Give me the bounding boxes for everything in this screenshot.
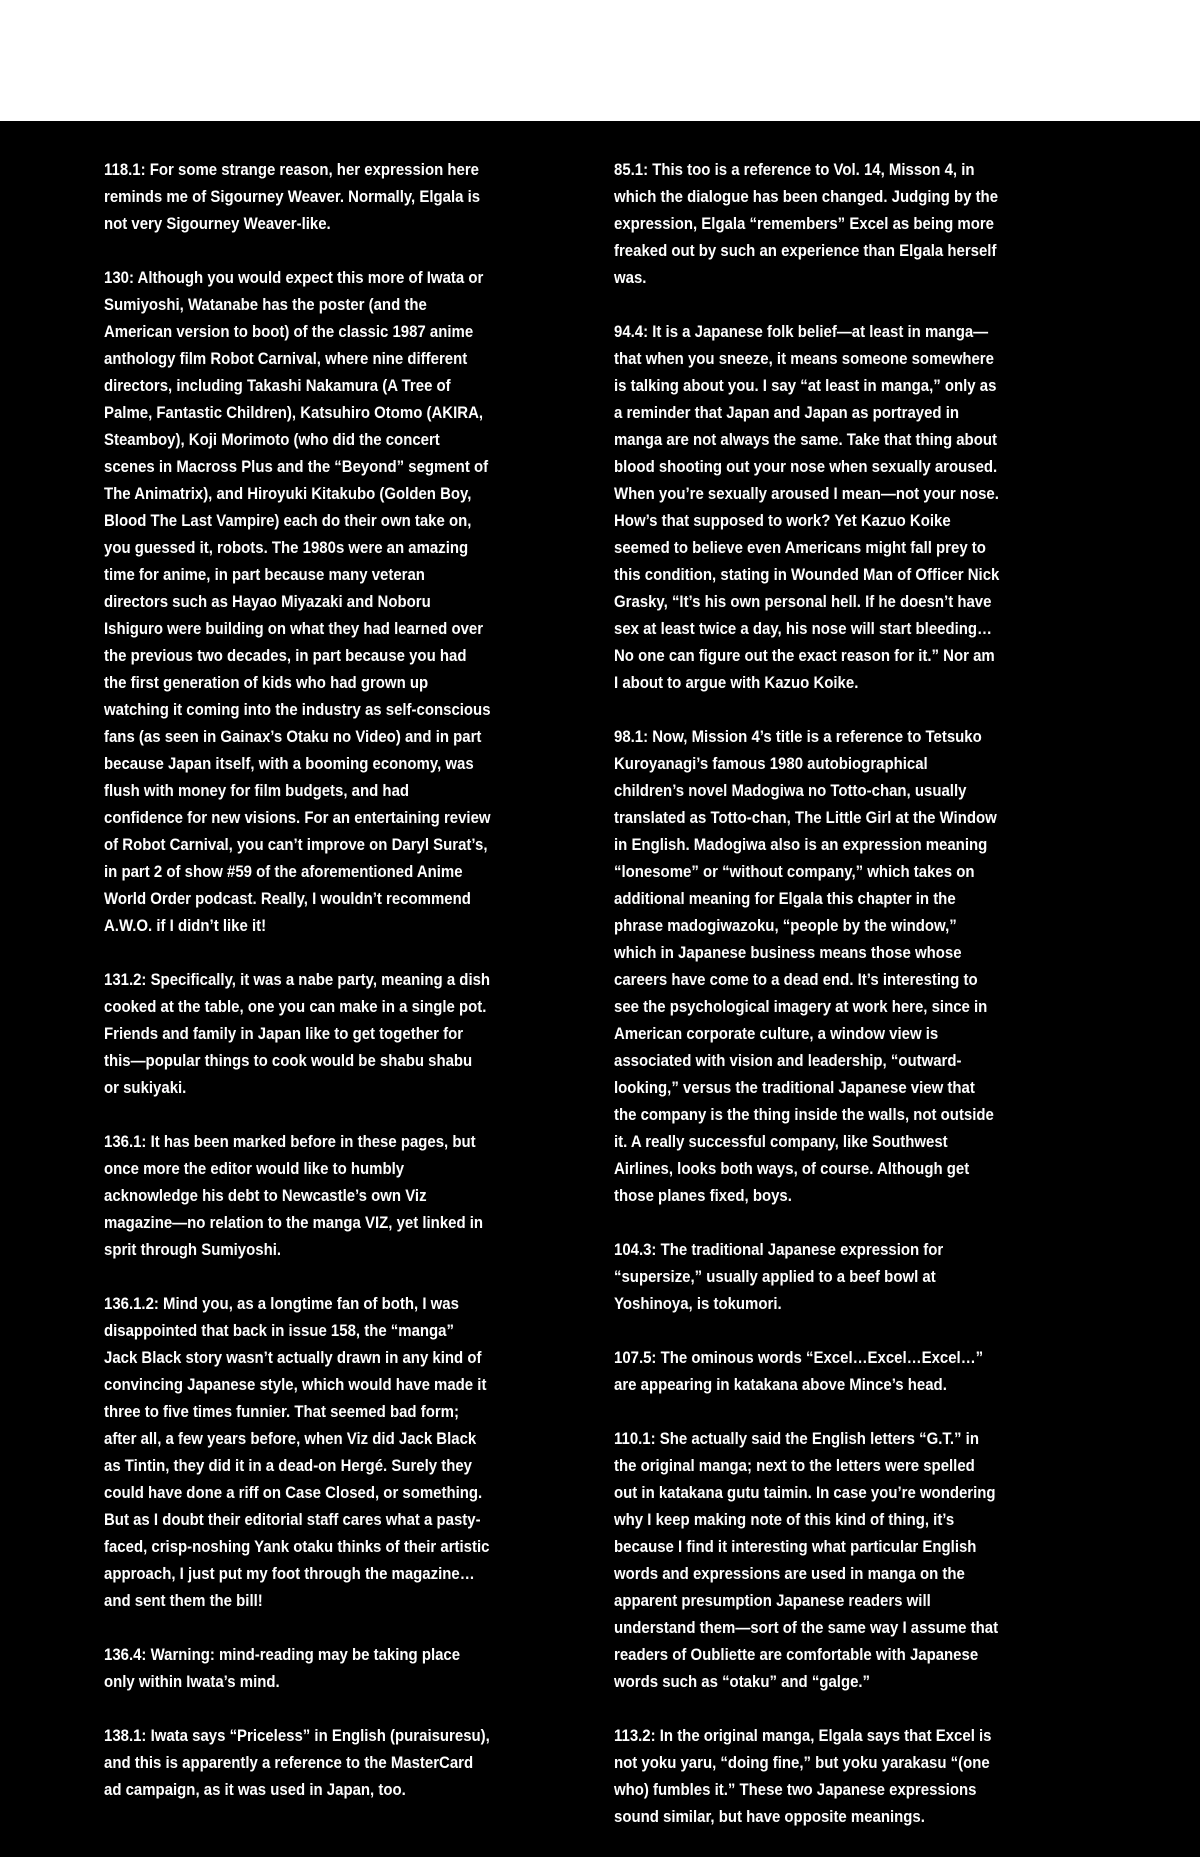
note-104-3: 104.3: The traditional Japanese expression for “supersize,” usually applied to a beef bowl at Yoshinoya, is tokumori. <box>614 1240 944 1313</box>
note-136-4: 136.4: Warning: mind-reading may be taking place only within Iwata’s mind. <box>104 1645 461 1691</box>
note-107-5: 107.5: The ominous words “Excel…Excel…Excel…” are appearing in katakana above Mince’s head. <box>614 1348 984 1394</box>
note-131-2: 131.2: Specifically, it was a nabe party, meaning a dish cooked at the table, one you can make in a single pot. Friends and family in Japan like to get together for this—popular things to cook would be shabu shabu or sukiyaki. <box>104 970 491 1097</box>
note-113-2: 113.2: In the original manga, Elgala says that Excel is not yoku yaru, “doing fine,” but yoku yarakasu “(one who) fumbles it.” These two Japanese expressions sound similar, but have opposite meanings. <box>614 1726 992 1826</box>
note-110-1: 110.1: She actually said the English letters “G.T.” in the original manga; next to the letters were spelled out in katakana gutu taimin. In case you’re wondering why I keep making note of this kind of thing, it’s because I find it interesting what particular English words and expressions are used in manga on the apparent presumption Japanese readers will understand them—sort of the same way I assume that readers of Oubliette are comfortable with Japanese words such as “otaku” and “galge.” <box>614 1429 999 1691</box>
note-130: 130: Although you would expect this more of Iwata or Sumiyoshi, Watanabe has the poster (and the American version to boot) of the classic 1987 anime anthology film Robot Carnival, where nine different directors, including Takashi Nakamura (A Tree of Palme, Fantastic Children), Katsuhiro Otomo (AKIRA, Steamboy), Koji Morimoto (who did the concert scenes in Macross Plus and the “Beyond” segment of The Animatrix), and Hiroyuki Kitakubo (Golden Boy, Blood The Last Vampire) each do their own take on, you guessed it, robots. The 1980s were an amazing time for anime, in part because many veteran directors such as Hayao Miyazaki and Noboru Ishiguro were building on what they had learned over the previous two decades, in part because you had the first generation of kids who had grown up watching it coming into the industry as self-conscious fans (as seen in Gainax’s Otaku no Video) and in part because Japan itself, with a booming economy, was flush with money for film budgets, and had confidence for new visions. For an entertaining review of Robot Carnival, you can’t improve on Daryl Surat’s, in part 2 of show #59 of the aforementioned Anime World Order podcast. Really, I wouldn’t recommend A.W.O. if I didn’t like it! <box>104 268 491 935</box>
note-98-1: 98.1: Now, Mission 4’s title is a reference to Tetsuko Kuroyanagi’s famous 1980 autobiographical children’s novel Madogiwa no Totto-chan, usually translated as Totto-chan, The Little Girl at the Window in English. Madogiwa also is an expression meaning “lonesome” or “without company,” which takes on additional meaning for Elgala this chapter in the phrase madogiwazoku, “people by the window,” which in Japanese business means those whose careers have come to a dead end. It’s interesting to see the psychological imagery at work here, since in American corporate culture, a window view is associated with vision and leadership, “outward-looking,” versus the traditional Japanese view that the company is the thing inside the walls, not outside it. A really successful company, like Southwest Airlines, looks both ways, of course. Although get those planes fixed, boys. <box>614 727 997 1205</box>
note-136-1-2: 136.1.2: Mind you, as a longtime fan of both, I was disappointed that back in issue 158, the “manga” Jack Black story wasn’t actually drawn in any kind of convincing Japanese style, which would have made it three to five times funnier. That seemed bad form; after all, a few years before, when Viz did Jack Black as Tintin, they did it in a dead-on Hergé. Surely they could have done a riff on Case Closed, or something. But as I doubt their editorial staff cares what a pasty-faced, crisp-noshing Yank otaku thinks of their artistic approach, I just put my foot through the magazine… and sent them the bill! <box>104 1294 490 1610</box>
note-94-4: 94.4: It is a Japanese folk belief—at least in manga—that when you sneeze, it means someone somewhere is talking about you. I say “at least in manga,” only as a reminder that Japan and Japan as portrayed in manga are not always the same. Take that thing about blood shooting out your nose when sexually aroused. When you’re sexually aroused I mean—not your nose. How’s that supposed to work? Yet Kazuo Koike seemed to believe even Americans might fall prey to this condition, stating in Wounded Man of Officer Nick Grasky, “It’s his own personal hell. If he doesn’t have sex at least twice a day, his nose will start bleeding…No one can figure out the exact reason for it.” Nor am I about to argue with Kazuo Koike. <box>614 322 1000 692</box>
top-white-margin <box>0 0 1200 121</box>
notes-column-right <box>614 156 1001 1857</box>
note-118-1: 118.1: For some strange reason, her expression here reminds me of Sigourney Weaver. Normally, Elgala is not very Sigourney Weaver-like. <box>104 160 481 233</box>
note-85-1: 85.1: This too is a reference to Vol. 14, Misson 4, in which the dialogue has been changed. Judging by the expression, Elgala “remembers” Excel as being more freaked out by such an experience than Elgala herself was. <box>614 160 999 287</box>
notes-column-left <box>104 156 491 1830</box>
note-136-1: 136.1: It has been marked before in these pages, but once more the editor would like to humbly acknowledge his debt to Newcastle’s own Viz magazine—no relation to the manga VIZ, yet linked in sprit through Sumiyoshi. <box>104 1132 484 1259</box>
note-138-1: 138.1: Iwata says “Priceless” in English (puraisuresu), and this is apparently a reference to the MasterCard ad campaign, as it was used in Japan, too. <box>104 1726 490 1799</box>
